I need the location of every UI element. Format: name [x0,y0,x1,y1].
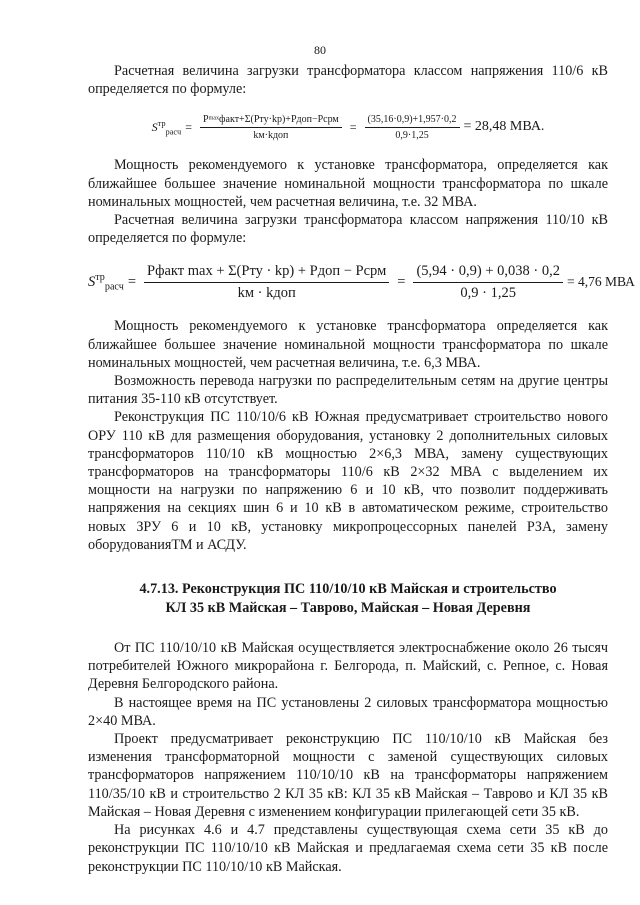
formula-1-fraction-numeric: $\frac{(35,16\cdot 0,9)+1,957\cdot 0,2}{0,9\cdot 1,25}$ [365,114,460,141]
paragraph-1: Расчетная величина загрузки трансформатора классом напряжения 110/6 кВ определяется по формуле: [88,63,608,98]
paragraph-2: Мощность рекомендуемого к установке трансформатора, определяется как ближайшее большее значение номинальной мощности трансформатора по шкале номинальных мощностей, чем расчетная величина, т.е. 32 МВА. [88,157,608,210]
page-content [88,62,635,876]
paragraph-4: Мощность рекомендуемого к установке трансформатора определяется как ближайшее большее значение номинальной мощности трансформатора по шкале номинальных мощностей, чем расчетная величина, т.е. 6,3 МВА. [88,318,608,371]
formula-2-lhs: $S^{тр}_{расч}$ [88,272,124,293]
section-heading [88,580,608,617]
section-heading-line-2: КЛ 35 кВ Майская – Таврово, Майская – Новая Деревня [165,599,531,616]
formula-1-fraction-symbolic: $\frac{\text{Pᵐᵃˣфакт+Σ(Pту·kp)+Pдоп−Pсрм}}{\text{kм·kдоп}}$ [200,114,342,141]
paragraph-10: На рисунках 4.6 и 4.7 представлены существующая схема сети 35 кВ до реконструкции ПС 110/10/10 кВ Майская и предлагаемая схема сети 35 кВ после реконструкции ПС 110/10/10 кВ Майская. [88,822,608,875]
paragraph-3: Расчетная величина загрузки трансформатора классом напряжения 110/10 кВ определяется по формуле: [88,212,608,247]
paragraph-7: От ПС 110/10/10 кВ Майская осуществляется электроснабжение около 26 тысяч потребителей Южного микрорайона г. Белгорода, п. Майский, с. Репное, с. Новая Деревня Белгородского района. [88,640,608,693]
paragraph-6: Реконструкция ПС 110/10/6 кВ Южная предусматривает строительство нового ОРУ 110 кВ для размещения оборудования, установку 2 дополнительных силовых трансформаторов 110/10 кВ мощностью 2×6,3 МВА, замену существующих трансформаторов на трансформаторы 110/6 кВ 2×32 МВА с выделением их мощности на нагрузки по напряжению 6 и 10 кВ, что позволит поддерживать напряжения на секциях шин 6 и 10 кВ в автоматическом режиме, строительство новых ЗРУ 6 и 10 кВ, установку микропроцессорных панелей РЗА, замену оборудованияТМ и АСДУ. [88,409,608,553]
page-number: 80 [314,43,326,57]
paragraph-8: В настоящее время на ПС установлены 2 силовых трансформатора мощностью 2×40 МВА. [88,694,608,729]
formula-1-result: = 28,48 МВА. [463,119,545,135]
formula-1: $S^{тр}_{расч}$ = $\frac{\text{Pᵐᵃˣфакт+Σ(Pту·kp)+Pдоп−Pсрм}}{\text{kм·kдоп}}$ = $\frac{(35,16\cdot 0,9)+1,957\cdot 0,2}{0,9\cdot 1,25}$ = 28,48 МВА. [151,113,545,141]
formula-2-fraction-numeric: $\frac{(5,94 \cdot 0,9) + 0,038 \cdot 0,2}{0,9 \cdot 1,25}$ [413,263,563,302]
paragraph-9: Проект предусматривает реконструкцию ПС 110/10/10 кВ Майская без изменения трансформаторной мощности с заменой существующих силовых трансформаторов напряжением 110/10/10 кВ на трансформаторы напряжением 110/35/10 кВ и строительство 2 КЛ 35 кВ: КЛ 35 кВ Майская – Таврово и КЛ 35 кВ Майская – Новая Деревня с изменением конфигурации прилегающей сети 35 кВ. [88,731,608,820]
section-heading-line-1: 4.7.13. Реконструкция ПС 110/10/10 кВ Майская и строительство [139,581,557,598]
formula-2-fraction-symbolic: $\frac{\text{Pфакт max + Σ(Pту · kр) + Pдоп − Pсрм}}{\text{kм · kдоп}}$ [144,263,389,302]
formula-2-result: = 4,76 МВА [566,274,635,290]
paragraph-5: Возможность перевода нагрузки по распределительным сетям на другие центры питания 35-110 кВ отсутствует. [88,373,608,408]
formula-2: $S^{тр}_{расч}$ = $\frac{\text{Pфакт max + Σ(Pту · kр) + Pдоп − Pсрм}}{\text{kм · kдоп}}$ = $\frac{(5,94 \cdot 0,9) + 0,038 \cdot 0,2}{0,9 \cdot 1,25}$ = 4,76 МВА [88,262,635,301]
formula-1-lhs: $S^{тр}_{расч}$ [151,118,182,137]
